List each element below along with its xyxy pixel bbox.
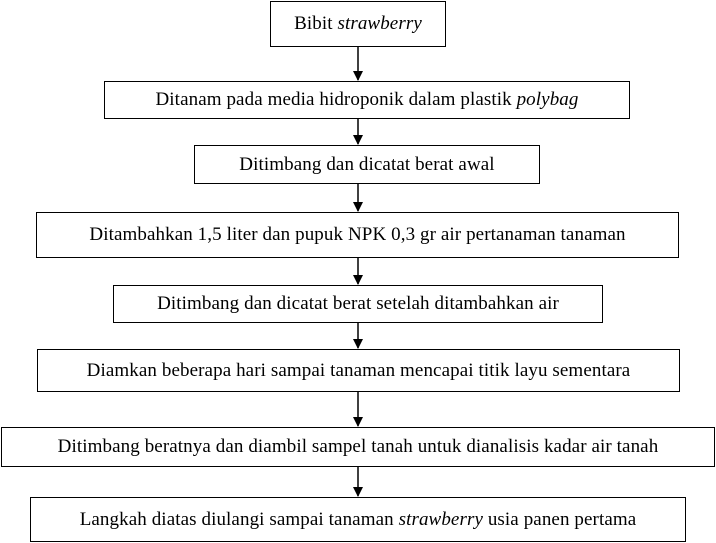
step-8-box — [30, 497, 686, 542]
step-1-text: Bibit strawberry — [294, 13, 422, 34]
step-4-box — [36, 212, 679, 258]
step-8-text: Langkah diatas diulangi sampai tanaman strawberry usia panen pertama — [79, 508, 637, 530]
step-6-text: Diamkan beberapa hari sampai tanaman mencapai titik layu sementara — [86, 359, 631, 381]
step-2-box — [104, 81, 630, 119]
step-5-box — [113, 285, 603, 323]
step-3-text: Ditimbang dan dicatat berat awal — [239, 153, 495, 175]
step-5-text: Ditimbang dan dicatat berat setelah ditambahkan air — [157, 293, 559, 314]
step-3-box — [194, 145, 540, 184]
step-7-box — [1, 427, 715, 467]
step-4-text: Ditambahkan 1,5 liter dan pupuk NPK 0,3 gr air pertanaman tanaman — [89, 224, 626, 245]
step-1-box — [270, 1, 446, 47]
step-6-box — [37, 349, 680, 392]
step-2-text: Ditanam pada media hidroponik dalam plastik polybag — [155, 89, 579, 110]
step-7-text: Ditimbang beratnya dan diambil sampel tanah untuk dianalisis kadar air tanah — [57, 436, 659, 457]
